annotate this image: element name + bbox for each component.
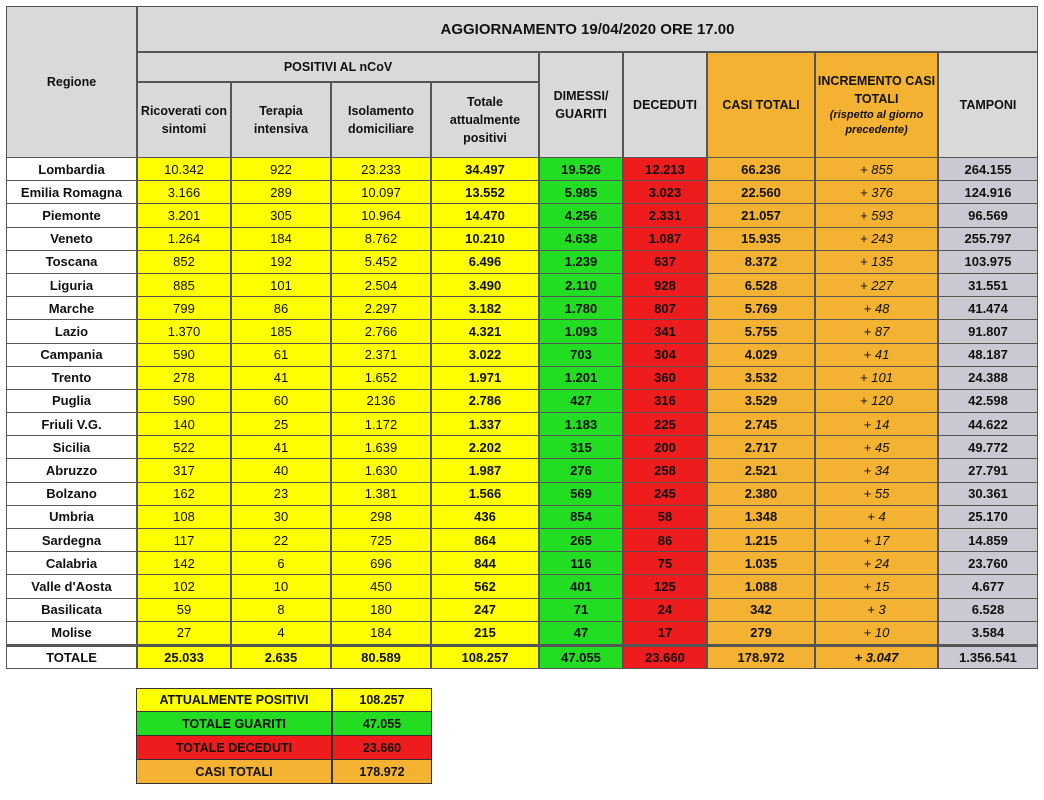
cell-isolamento: 1.630 bbox=[331, 459, 431, 482]
table-row bbox=[6, 413, 1038, 436]
cell-terapia: 305 bbox=[231, 204, 331, 227]
cell-deceduti: 807 bbox=[623, 297, 707, 320]
cell-isolamento: 1.172 bbox=[331, 413, 431, 436]
summary-row bbox=[136, 760, 432, 784]
cell-ricoverati: 1.264 bbox=[137, 228, 231, 251]
header-totale-positivi: Totale attualmente positivi bbox=[431, 82, 539, 158]
cell-incremento: + 376 bbox=[815, 181, 938, 204]
cell-deceduti: 58 bbox=[623, 506, 707, 529]
summary-label: CASI TOTALI bbox=[136, 760, 332, 784]
cell-isolamento: 8.762 bbox=[331, 228, 431, 251]
cell-tamponi: 91.807 bbox=[938, 320, 1038, 343]
summary-label: ATTUALMENTE POSITIVI bbox=[136, 688, 332, 712]
cell-tamponi: 255.797 bbox=[938, 228, 1038, 251]
cell-ricoverati: 590 bbox=[137, 344, 231, 367]
cell-isolamento: 2136 bbox=[331, 390, 431, 413]
cell-deceduti: 2.331 bbox=[623, 204, 707, 227]
cell-casi-totali: 66.236 bbox=[707, 158, 815, 181]
cell-isolamento: 1.381 bbox=[331, 483, 431, 506]
cell-deceduti: 245 bbox=[623, 483, 707, 506]
cell-casi-totali: 279 bbox=[707, 622, 815, 645]
totale-cell-terapia: 2.635 bbox=[231, 645, 331, 669]
cell-incremento: + 243 bbox=[815, 228, 938, 251]
header-isolamento: Isolamento domiciliare bbox=[331, 82, 431, 158]
totale-cell-totale-positivi: 108.257 bbox=[431, 645, 539, 669]
cell-tamponi: 27.791 bbox=[938, 459, 1038, 482]
cell-deceduti: 360 bbox=[623, 367, 707, 390]
covid-report-sheet bbox=[6, 6, 1038, 779]
cell-tamponi: 103.975 bbox=[938, 251, 1038, 274]
cell-dimessi: 703 bbox=[539, 344, 623, 367]
summary-value: 47.055 bbox=[332, 712, 432, 736]
cell-ricoverati: 140 bbox=[137, 413, 231, 436]
cell-isolamento: 725 bbox=[331, 529, 431, 552]
cell-tamponi: 3.584 bbox=[938, 622, 1038, 645]
totale-cell-deceduti: 23.660 bbox=[623, 645, 707, 669]
cell-totale-positivi: 3.490 bbox=[431, 274, 539, 297]
cell-dimessi: 401 bbox=[539, 575, 623, 598]
cell-dimessi: 315 bbox=[539, 436, 623, 459]
cell-regione: Calabria bbox=[6, 552, 137, 575]
cell-totale-positivi: 215 bbox=[431, 622, 539, 645]
table-row bbox=[6, 274, 1038, 297]
header-terapia: Terapia intensiva bbox=[231, 82, 331, 158]
cell-dimessi: 4.638 bbox=[539, 228, 623, 251]
cell-dimessi: 4.256 bbox=[539, 204, 623, 227]
cell-totale-positivi: 34.497 bbox=[431, 158, 539, 181]
cell-tamponi: 24.388 bbox=[938, 367, 1038, 390]
cell-deceduti: 12.213 bbox=[623, 158, 707, 181]
cell-terapia: 61 bbox=[231, 344, 331, 367]
table-row bbox=[6, 436, 1038, 459]
cell-isolamento: 696 bbox=[331, 552, 431, 575]
cell-isolamento: 298 bbox=[331, 506, 431, 529]
cell-ricoverati: 3.166 bbox=[137, 181, 231, 204]
totale-cell-regione: TOTALE bbox=[6, 645, 137, 669]
cell-ricoverati: 102 bbox=[137, 575, 231, 598]
cell-incremento: + 120 bbox=[815, 390, 938, 413]
cell-casi-totali: 4.029 bbox=[707, 344, 815, 367]
cell-tamponi: 14.859 bbox=[938, 529, 1038, 552]
summary-label: TOTALE DECEDUTI bbox=[136, 736, 332, 760]
cell-casi-totali: 342 bbox=[707, 599, 815, 622]
cell-deceduti: 1.087 bbox=[623, 228, 707, 251]
cell-terapia: 6 bbox=[231, 552, 331, 575]
table-row bbox=[6, 228, 1038, 251]
cell-casi-totali: 6.528 bbox=[707, 274, 815, 297]
cell-dimessi: 276 bbox=[539, 459, 623, 482]
cell-incremento: + 41 bbox=[815, 344, 938, 367]
cell-deceduti: 24 bbox=[623, 599, 707, 622]
cell-casi-totali: 8.372 bbox=[707, 251, 815, 274]
cell-terapia: 4 bbox=[231, 622, 331, 645]
cell-terapia: 289 bbox=[231, 181, 331, 204]
cell-totale-positivi: 3.182 bbox=[431, 297, 539, 320]
cell-regione: Lombardia bbox=[6, 158, 137, 181]
cell-terapia: 41 bbox=[231, 367, 331, 390]
cell-incremento: + 10 bbox=[815, 622, 938, 645]
cell-dimessi: 854 bbox=[539, 506, 623, 529]
cell-ricoverati: 108 bbox=[137, 506, 231, 529]
cell-regione: Friuli V.G. bbox=[6, 413, 137, 436]
cell-deceduti: 125 bbox=[623, 575, 707, 598]
cell-totale-positivi: 562 bbox=[431, 575, 539, 598]
header-casi-totali: CASI TOTALI bbox=[707, 52, 815, 158]
cell-terapia: 41 bbox=[231, 436, 331, 459]
totale-row bbox=[6, 645, 1038, 668]
cell-regione: Basilicata bbox=[6, 599, 137, 622]
cell-deceduti: 3.023 bbox=[623, 181, 707, 204]
cell-deceduti: 225 bbox=[623, 413, 707, 436]
table-row bbox=[6, 552, 1038, 575]
cell-terapia: 40 bbox=[231, 459, 331, 482]
cell-incremento: + 227 bbox=[815, 274, 938, 297]
table-row bbox=[6, 204, 1038, 227]
summary-row bbox=[136, 712, 432, 736]
cell-totale-positivi: 14.470 bbox=[431, 204, 539, 227]
cell-incremento: + 855 bbox=[815, 158, 938, 181]
cell-terapia: 30 bbox=[231, 506, 331, 529]
cell-regione: Lazio bbox=[6, 320, 137, 343]
summary-value: 178.972 bbox=[332, 760, 432, 784]
table-row bbox=[6, 390, 1038, 413]
cell-incremento: + 135 bbox=[815, 251, 938, 274]
cell-incremento: + 101 bbox=[815, 367, 938, 390]
cell-isolamento: 2.297 bbox=[331, 297, 431, 320]
cell-tamponi: 41.474 bbox=[938, 297, 1038, 320]
cell-tamponi: 6.528 bbox=[938, 599, 1038, 622]
cell-casi-totali: 2.521 bbox=[707, 459, 815, 482]
summary-row bbox=[136, 736, 432, 760]
cell-incremento: + 55 bbox=[815, 483, 938, 506]
cell-ricoverati: 885 bbox=[137, 274, 231, 297]
cell-regione: Bolzano bbox=[6, 483, 137, 506]
cell-terapia: 192 bbox=[231, 251, 331, 274]
cell-regione: Sardegna bbox=[6, 529, 137, 552]
header-incremento-label: INCREMENTO CASI TOTALI bbox=[817, 74, 936, 107]
cell-regione: Valle d'Aosta bbox=[6, 575, 137, 598]
summary-label: TOTALE GUARITI bbox=[136, 712, 332, 736]
cell-isolamento: 10.964 bbox=[331, 204, 431, 227]
cell-regione: Piemonte bbox=[6, 204, 137, 227]
cell-dimessi: 265 bbox=[539, 529, 623, 552]
cell-isolamento: 1.652 bbox=[331, 367, 431, 390]
table-row bbox=[6, 529, 1038, 552]
cell-isolamento: 1.639 bbox=[331, 436, 431, 459]
totale-cell-isolamento: 80.589 bbox=[331, 645, 431, 669]
cell-deceduti: 258 bbox=[623, 459, 707, 482]
cell-regione: Trento bbox=[6, 367, 137, 390]
cell-regione: Toscana bbox=[6, 251, 137, 274]
table-row bbox=[6, 483, 1038, 506]
cell-tamponi: 30.361 bbox=[938, 483, 1038, 506]
totale-cell-incremento: + 3.047 bbox=[815, 645, 938, 669]
cell-ricoverati: 278 bbox=[137, 367, 231, 390]
table-row bbox=[6, 506, 1038, 529]
cell-terapia: 23 bbox=[231, 483, 331, 506]
table-row bbox=[6, 367, 1038, 390]
totale-cell-ricoverati: 25.033 bbox=[137, 645, 231, 669]
cell-totale-positivi: 1.971 bbox=[431, 367, 539, 390]
cell-terapia: 25 bbox=[231, 413, 331, 436]
cell-incremento: + 3 bbox=[815, 599, 938, 622]
cell-tamponi: 25.170 bbox=[938, 506, 1038, 529]
cell-tamponi: 124.916 bbox=[938, 181, 1038, 204]
cell-incremento: + 87 bbox=[815, 320, 938, 343]
cell-casi-totali: 1.035 bbox=[707, 552, 815, 575]
cell-regione: Campania bbox=[6, 344, 137, 367]
cell-casi-totali: 1.088 bbox=[707, 575, 815, 598]
table-row bbox=[6, 181, 1038, 204]
cell-dimessi: 2.110 bbox=[539, 274, 623, 297]
cell-isolamento: 184 bbox=[331, 622, 431, 645]
cell-totale-positivi: 6.496 bbox=[431, 251, 539, 274]
cell-terapia: 8 bbox=[231, 599, 331, 622]
cell-incremento: + 593 bbox=[815, 204, 938, 227]
cell-isolamento: 2.766 bbox=[331, 320, 431, 343]
cell-ricoverati: 142 bbox=[137, 552, 231, 575]
cell-dimessi: 71 bbox=[539, 599, 623, 622]
summary-box bbox=[136, 688, 432, 784]
cell-casi-totali: 5.769 bbox=[707, 297, 815, 320]
cell-incremento: + 45 bbox=[815, 436, 938, 459]
summary-row bbox=[136, 688, 432, 712]
cell-casi-totali: 1.348 bbox=[707, 506, 815, 529]
cell-totale-positivi: 2.202 bbox=[431, 436, 539, 459]
cell-ricoverati: 852 bbox=[137, 251, 231, 274]
regional-table bbox=[6, 6, 1038, 682]
table-row bbox=[6, 320, 1038, 343]
cell-terapia: 101 bbox=[231, 274, 331, 297]
cell-regione: Emilia Romagna bbox=[6, 181, 137, 204]
cell-deceduti: 928 bbox=[623, 274, 707, 297]
totale-cell-dimessi: 47.055 bbox=[539, 645, 623, 669]
cell-totale-positivi: 4.321 bbox=[431, 320, 539, 343]
cell-deceduti: 200 bbox=[623, 436, 707, 459]
cell-totale-positivi: 247 bbox=[431, 599, 539, 622]
cell-ricoverati: 799 bbox=[137, 297, 231, 320]
cell-dimessi: 1.780 bbox=[539, 297, 623, 320]
cell-deceduti: 637 bbox=[623, 251, 707, 274]
summary-value: 23.660 bbox=[332, 736, 432, 760]
cell-deceduti: 304 bbox=[623, 344, 707, 367]
cell-casi-totali: 21.057 bbox=[707, 204, 815, 227]
cell-dimessi: 427 bbox=[539, 390, 623, 413]
header-regione: Regione bbox=[6, 6, 137, 158]
cell-tamponi: 4.677 bbox=[938, 575, 1038, 598]
cell-ricoverati: 162 bbox=[137, 483, 231, 506]
cell-casi-totali: 15.935 bbox=[707, 228, 815, 251]
cell-dimessi: 5.985 bbox=[539, 181, 623, 204]
cell-isolamento: 2.371 bbox=[331, 344, 431, 367]
cell-totale-positivi: 436 bbox=[431, 506, 539, 529]
cell-totale-positivi: 1.987 bbox=[431, 459, 539, 482]
table-row bbox=[6, 344, 1038, 367]
cell-dimessi: 1.093 bbox=[539, 320, 623, 343]
cell-terapia: 185 bbox=[231, 320, 331, 343]
table-body bbox=[6, 158, 1038, 668]
cell-casi-totali: 22.560 bbox=[707, 181, 815, 204]
cell-regione: Abruzzo bbox=[6, 459, 137, 482]
cell-dimessi: 1.183 bbox=[539, 413, 623, 436]
cell-isolamento: 450 bbox=[331, 575, 431, 598]
cell-dimessi: 1.201 bbox=[539, 367, 623, 390]
cell-tamponi: 42.598 bbox=[938, 390, 1038, 413]
totale-cell-tamponi: 1.356.541 bbox=[938, 645, 1038, 669]
cell-ricoverati: 3.201 bbox=[137, 204, 231, 227]
cell-casi-totali: 2.717 bbox=[707, 436, 815, 459]
cell-tamponi: 44.622 bbox=[938, 413, 1038, 436]
cell-dimessi: 569 bbox=[539, 483, 623, 506]
cell-totale-positivi: 864 bbox=[431, 529, 539, 552]
cell-tamponi: 31.551 bbox=[938, 274, 1038, 297]
cell-ricoverati: 117 bbox=[137, 529, 231, 552]
table-row bbox=[6, 158, 1038, 181]
cell-terapia: 10 bbox=[231, 575, 331, 598]
cell-dimessi: 19.526 bbox=[539, 158, 623, 181]
table-row bbox=[6, 599, 1038, 622]
table-row bbox=[6, 297, 1038, 320]
cell-dimessi: 47 bbox=[539, 622, 623, 645]
cell-casi-totali: 5.755 bbox=[707, 320, 815, 343]
cell-regione: Veneto bbox=[6, 228, 137, 251]
cell-ricoverati: 317 bbox=[137, 459, 231, 482]
cell-regione: Puglia bbox=[6, 390, 137, 413]
cell-regione: Liguria bbox=[6, 274, 137, 297]
table-row bbox=[6, 251, 1038, 274]
report-title: AGGIORNAMENTO 19/04/2020 ORE 17.00 bbox=[137, 6, 1038, 52]
cell-tamponi: 49.772 bbox=[938, 436, 1038, 459]
table-row bbox=[6, 622, 1038, 645]
header-positivi-group: POSITIVI AL nCoV bbox=[137, 52, 539, 82]
cell-tamponi: 23.760 bbox=[938, 552, 1038, 575]
cell-ricoverati: 522 bbox=[137, 436, 231, 459]
cell-regione: Marche bbox=[6, 297, 137, 320]
table-row bbox=[6, 575, 1038, 598]
cell-isolamento: 23.233 bbox=[331, 158, 431, 181]
cell-incremento: + 34 bbox=[815, 459, 938, 482]
cell-regione: Molise bbox=[6, 622, 137, 645]
cell-deceduti: 75 bbox=[623, 552, 707, 575]
totale-cell-casi-totali: 178.972 bbox=[707, 645, 815, 669]
table-row bbox=[6, 459, 1038, 482]
cell-dimessi: 116 bbox=[539, 552, 623, 575]
cell-ricoverati: 1.370 bbox=[137, 320, 231, 343]
cell-deceduti: 17 bbox=[623, 622, 707, 645]
cell-isolamento: 10.097 bbox=[331, 181, 431, 204]
cell-ricoverati: 590 bbox=[137, 390, 231, 413]
cell-casi-totali: 3.532 bbox=[707, 367, 815, 390]
cell-ricoverati: 59 bbox=[137, 599, 231, 622]
cell-dimessi: 1.239 bbox=[539, 251, 623, 274]
cell-casi-totali: 2.380 bbox=[707, 483, 815, 506]
cell-ricoverati: 10.342 bbox=[137, 158, 231, 181]
cell-deceduti: 316 bbox=[623, 390, 707, 413]
cell-incremento: + 14 bbox=[815, 413, 938, 436]
cell-totale-positivi: 1.337 bbox=[431, 413, 539, 436]
cell-incremento: + 15 bbox=[815, 575, 938, 598]
cell-ricoverati: 27 bbox=[137, 622, 231, 645]
cell-totale-positivi: 3.022 bbox=[431, 344, 539, 367]
cell-regione: Sicilia bbox=[6, 436, 137, 459]
cell-incremento: + 17 bbox=[815, 529, 938, 552]
cell-deceduti: 86 bbox=[623, 529, 707, 552]
cell-casi-totali: 3.529 bbox=[707, 390, 815, 413]
cell-casi-totali: 1.215 bbox=[707, 529, 815, 552]
cell-totale-positivi: 2.786 bbox=[431, 390, 539, 413]
cell-incremento: + 24 bbox=[815, 552, 938, 575]
cell-regione: Umbria bbox=[6, 506, 137, 529]
cell-incremento: + 48 bbox=[815, 297, 938, 320]
cell-isolamento: 5.452 bbox=[331, 251, 431, 274]
cell-terapia: 922 bbox=[231, 158, 331, 181]
cell-totale-positivi: 844 bbox=[431, 552, 539, 575]
header-incremento bbox=[815, 52, 938, 158]
cell-tamponi: 48.187 bbox=[938, 344, 1038, 367]
cell-deceduti: 341 bbox=[623, 320, 707, 343]
cell-casi-totali: 2.745 bbox=[707, 413, 815, 436]
header-dimessi: DIMESSI/ GUARITI bbox=[539, 52, 623, 158]
header-incremento-note: (rispetto al giorno precedente) bbox=[829, 109, 924, 137]
cell-terapia: 184 bbox=[231, 228, 331, 251]
cell-terapia: 86 bbox=[231, 297, 331, 320]
cell-incremento: + 4 bbox=[815, 506, 938, 529]
cell-tamponi: 96.569 bbox=[938, 204, 1038, 227]
cell-isolamento: 180 bbox=[331, 599, 431, 622]
header-deceduti: DECEDUTI bbox=[623, 52, 707, 158]
cell-totale-positivi: 13.552 bbox=[431, 181, 539, 204]
cell-totale-positivi: 10.210 bbox=[431, 228, 539, 251]
cell-terapia: 60 bbox=[231, 390, 331, 413]
header-tamponi: TAMPONI bbox=[938, 52, 1038, 158]
header-ricoverati: Ricoverati con sintomi bbox=[137, 82, 231, 158]
cell-isolamento: 2.504 bbox=[331, 274, 431, 297]
cell-totale-positivi: 1.566 bbox=[431, 483, 539, 506]
summary-value: 108.257 bbox=[332, 688, 432, 712]
cell-terapia: 22 bbox=[231, 529, 331, 552]
cell-tamponi: 264.155 bbox=[938, 158, 1038, 181]
